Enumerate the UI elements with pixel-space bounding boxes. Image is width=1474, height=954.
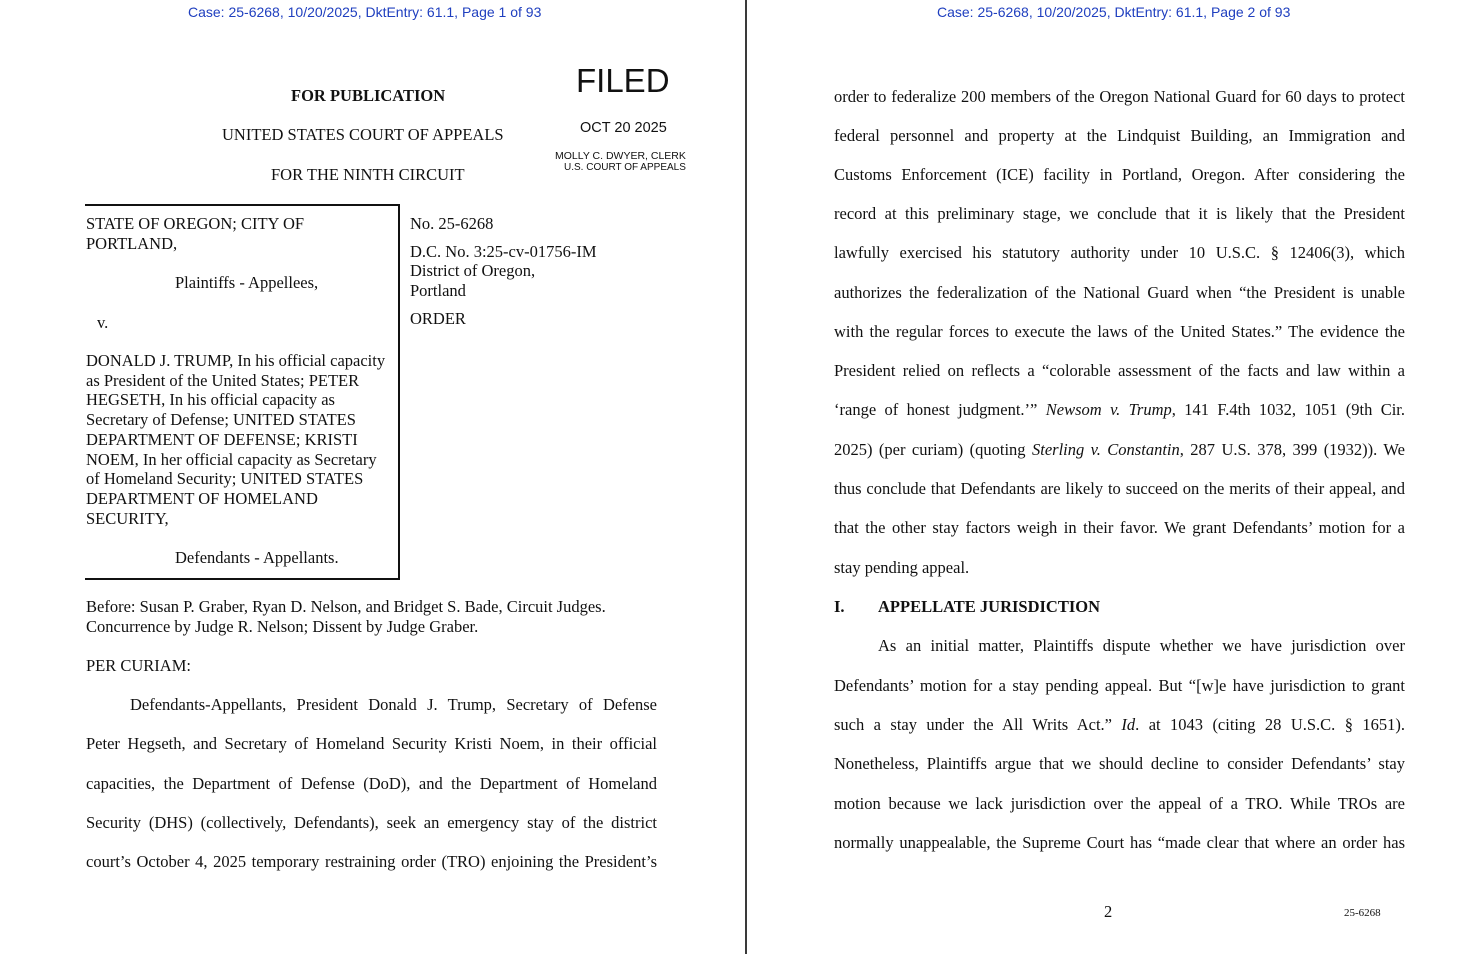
filed-stamp-label: FILED bbox=[576, 62, 670, 99]
case-number-footer: 25-6268 bbox=[1344, 907, 1381, 919]
body-text-line: with the regular forces to execute the laws of the United States.” The evidence the bbox=[834, 322, 1405, 341]
body-text-line: Security (DHS) (collectively, Defendants), seek an emergency stay of the district bbox=[86, 813, 657, 832]
filed-stamp-court: U.S. COURT OF APPEALS bbox=[564, 162, 686, 173]
body-text-line: Defendants-Appellants, President Donald J. Trump, Secretary of Defense bbox=[130, 695, 657, 714]
body-text-line: capacities, the Department of Defense (DoD), and the Department of Homeland bbox=[86, 774, 657, 793]
case-header-stamp: Case: 25-6268, 10/20/2025, DktEntry: 61.1, Page 2 of 93 bbox=[937, 4, 1291, 20]
plaintiffs-role: Plaintiffs - Appellees, bbox=[175, 273, 319, 292]
filed-stamp-date: OCT 20 2025 bbox=[580, 120, 667, 136]
for-publication-heading: FOR PUBLICATION bbox=[291, 86, 446, 105]
body-text-line: order to federalize 200 members of the Oregon National Guard for 60 days to protect bbox=[834, 87, 1405, 106]
body-text-line: Defendants’ motion for a stay pending appeal. But “[w]e have jurisdiction to grant bbox=[834, 676, 1405, 695]
section-heading: APPELLATE JURISDICTION bbox=[878, 597, 1101, 616]
document-type: ORDER bbox=[410, 309, 466, 328]
page-number: 2 bbox=[1104, 902, 1113, 921]
body-text-line: federal personnel and property at the Lindquist Building, an Immigration and bbox=[834, 126, 1405, 145]
citation-text: such a stay under the All Writs Act.” bbox=[834, 715, 1112, 734]
section-number: I. bbox=[834, 597, 845, 616]
citation-text: , 141 F.4th 1032, 1051 (9th Cir. bbox=[1171, 400, 1406, 419]
filed-stamp-clerk: MOLLY C. DWYER, CLERK bbox=[555, 150, 686, 162]
body-text-line: authorizes the federalization of the National Guard when “the President is unable bbox=[834, 283, 1405, 302]
defendants-role: Defendants - Appellants. bbox=[175, 548, 339, 567]
body-text-line: Customs Enforcement (ICE) facility in Portland, Oregon. After considering the bbox=[834, 165, 1405, 184]
body-text-line: normally unappealable, the Supreme Court has “made clear that where an order has bbox=[834, 833, 1405, 852]
case-header-stamp: Case: 25-6268, 10/20/2025, DktEntry: 61.1, Page 1 of 93 bbox=[188, 4, 542, 20]
body-text-line: President relied on reflects a “colorable assessment of the facts and law within a bbox=[834, 361, 1405, 380]
body-text-line-citation bbox=[834, 400, 1405, 420]
body-text-line: motion because we lack jurisdiction over the appeal of a TRO. While TROs are bbox=[834, 794, 1405, 813]
id-cite-italic: Id bbox=[1121, 715, 1136, 734]
case-name-italic: Sterling v. Constantin bbox=[1031, 440, 1180, 459]
case-name-italic: Newsom v. Trump bbox=[1045, 400, 1172, 419]
district-court-number: D.C. No. 3:25-cv-01756-IM bbox=[410, 242, 597, 261]
body-text-line-citation bbox=[834, 440, 1405, 460]
body-text-line: lawfully exercised his statutory authority under 10 U.S.C. § 12406(3), which bbox=[834, 243, 1405, 262]
district-name: District of Oregon, bbox=[410, 261, 536, 280]
plaintiffs-names: STATE OF OREGON; CITY OF PORTLAND, bbox=[86, 214, 305, 253]
body-text-line: Nonetheless, Plaintiffs argue that we should decline to consider Defendants’ stay bbox=[834, 754, 1405, 773]
court-name: UNITED STATES COURT OF APPEALS bbox=[222, 125, 504, 144]
citation-text: ‘range of honest judgment.’” bbox=[834, 400, 1038, 419]
panel-line: Before: Susan P. Graber, Ryan D. Nelson, and Bridget S. Bade, Circuit Judges. bbox=[86, 597, 606, 616]
body-text-line: As an initial matter, Plaintiffs dispute whether we have jurisdiction over bbox=[878, 636, 1405, 655]
body-text-line-citation bbox=[834, 715, 1405, 735]
versus: v. bbox=[97, 313, 109, 332]
circuit-name: FOR THE NINTH CIRCUIT bbox=[271, 165, 465, 184]
body-text-line: court’s October 4, 2025 temporary restraining order (TRO) enjoining the President’s bbox=[86, 852, 657, 871]
document-page-2 bbox=[747, 0, 1474, 954]
case-number: No. 25-6268 bbox=[410, 214, 494, 233]
opinions-line: Concurrence by Judge R. Nelson; Dissent by Judge Graber. bbox=[86, 617, 479, 636]
body-text-line: that the other stay factors weigh in their favor. We grant Defendants’ motion for a bbox=[834, 518, 1405, 537]
body-text-line: thus conclude that Defendants are likely to succeed on the merits of their appeal, and bbox=[834, 479, 1405, 498]
body-text-line: Peter Hegseth, and Secretary of Homeland Security Kristi Noem, in their official bbox=[86, 734, 657, 753]
per-curiam-heading: PER CURIAM: bbox=[86, 656, 191, 675]
citation-text: . at 1043 (citing 28 U.S.C. § 1651). bbox=[1135, 715, 1406, 734]
district-city: Portland bbox=[410, 281, 466, 300]
body-text-line: record at this preliminary stage, we conclude that it is likely that the President bbox=[834, 204, 1405, 223]
defendants-names: DONALD J. TRUMP, In his official capacity as President of the United States; PETER HEGSETH, In his official capacity as Secretary of Defense; UNITED STATES DEPARTMENT OF DEFENSE; KRISTI NOEM, In her official capacity as Secretary of Homeland Security; UNITED STATES DEPARTMENT OF HOMELAND SECURITY, bbox=[86, 351, 386, 528]
citation-text: 2025) (per curiam) (quoting bbox=[834, 440, 1026, 459]
body-text-line: stay pending appeal. bbox=[834, 558, 970, 577]
citation-text: , 287 U.S. 378, 399 (1932)). We bbox=[1179, 440, 1406, 459]
